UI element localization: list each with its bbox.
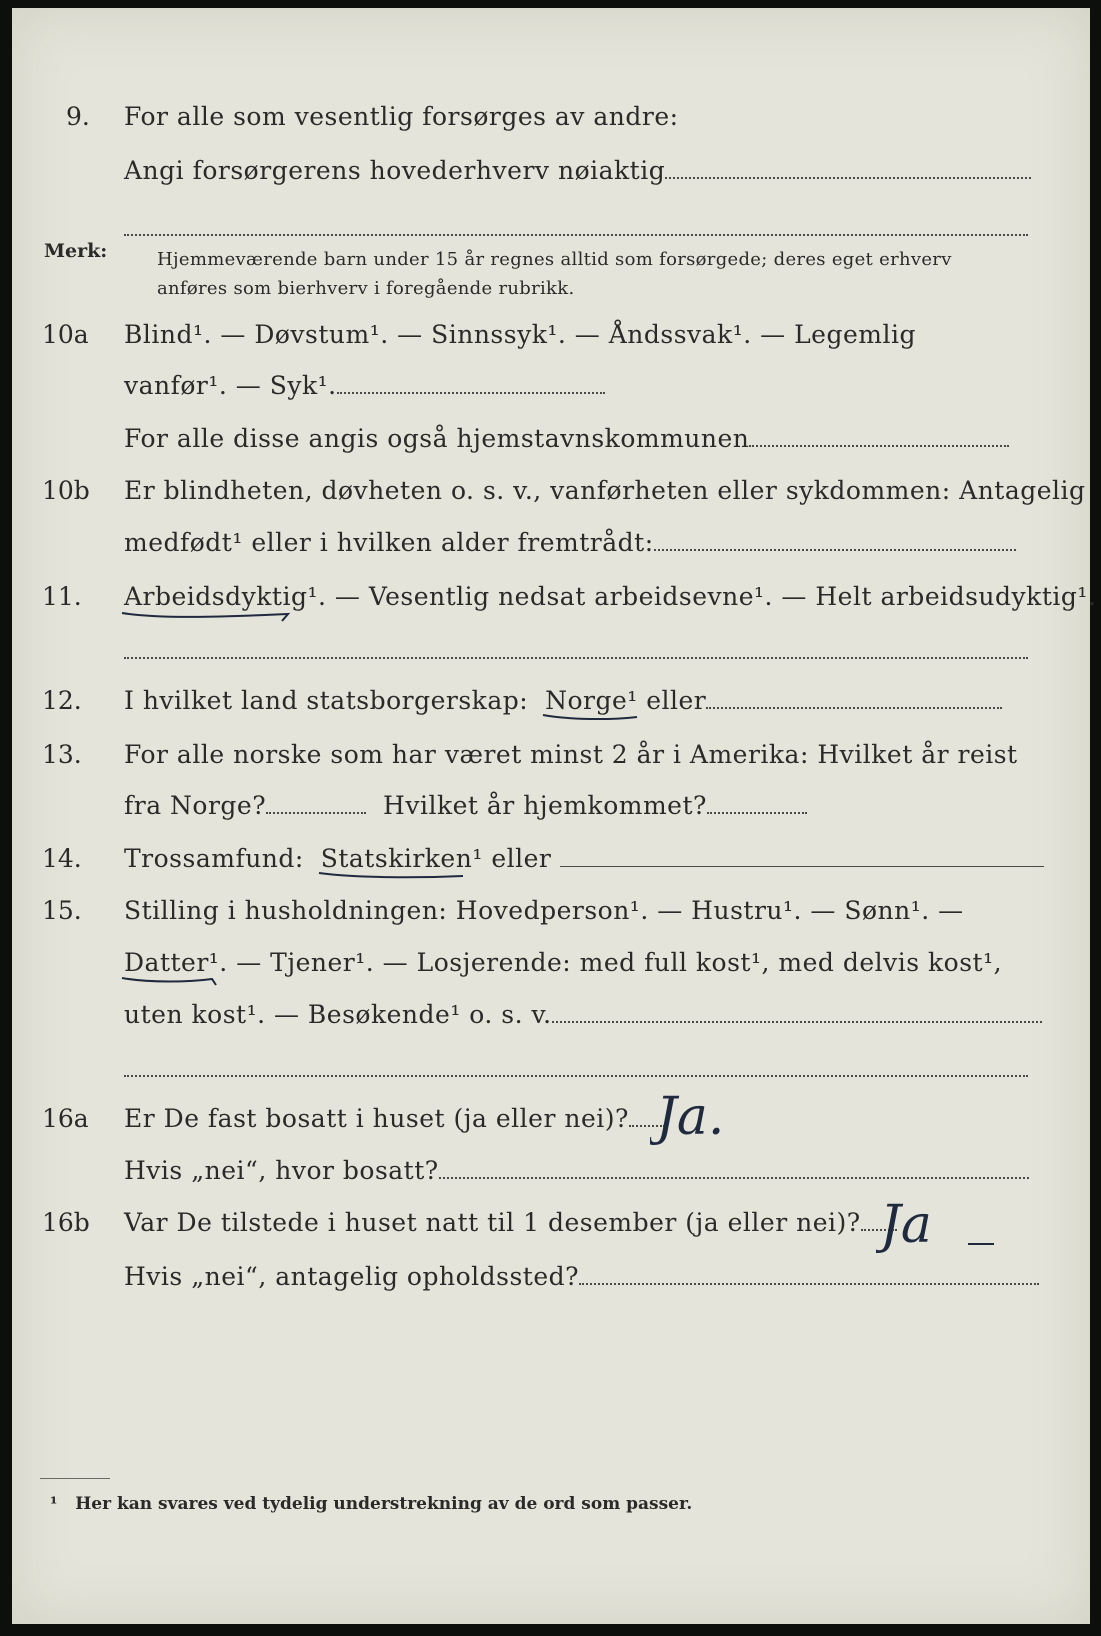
q12-pre: I hvilket land statsborgerskap: — [124, 686, 529, 715]
question-number-10b: 10b — [42, 476, 90, 505]
q15-answer-line[interactable] — [124, 1075, 1028, 1077]
footnote-mark: ¹ — [50, 1494, 58, 1514]
question-number-14: 14. — [42, 844, 82, 873]
q13-line2b: Hvilket år hjemkommet? — [383, 791, 707, 820]
q14-answer-field[interactable] — [560, 866, 1044, 867]
q16b-line2 — [124, 1262, 1039, 1291]
q12-line — [124, 686, 1002, 715]
q15-line2 — [124, 948, 1002, 977]
q10a-line1: Blind¹. — Døvstum¹. — Sinnssyk¹. — Åndssvak¹. — Legemlig — [124, 320, 916, 349]
q11-rest: ¹. — Vesentlig nedsat arbeidsevne¹. — Helt arbeidsudyktig¹. — [307, 582, 1097, 611]
question-number-9: 9. — [66, 102, 90, 131]
q10b-alder-field[interactable] — [654, 549, 1016, 551]
handwritten-answer-16a-text: Ja. — [656, 1090, 725, 1147]
merk-line2: anføres som bierhverv i foregående rubrikk. — [157, 278, 575, 299]
handwritten-answer-16b-text: Ja — [880, 1198, 932, 1255]
q9-answer-field[interactable] — [665, 177, 1031, 179]
q16a-line2-text: Hvis „nei“, hvor bosatt? — [124, 1156, 439, 1185]
q11-option-arbeidsdyktig[interactable] — [124, 582, 307, 611]
q15-option-datter-text: Datter¹. — [124, 948, 228, 977]
handwritten-underline — [120, 973, 220, 989]
q9-line2-text: Angi forsørgerens hovederhverv nøiaktig — [124, 156, 666, 185]
q10a-line2-text: vanfør¹. — Syk¹. — [124, 371, 337, 400]
q14-line — [124, 844, 1044, 873]
q13-line2a: fra Norge? — [124, 791, 267, 820]
q9-line1: For alle som vesentlig forsørges av andre: — [124, 102, 679, 131]
merk-label: Merk: — [44, 240, 108, 262]
q16b-opholdssted-field[interactable] — [579, 1283, 1039, 1285]
q13-reist-field[interactable] — [266, 812, 366, 814]
q9-answer-line-2[interactable] — [124, 234, 1028, 236]
q15-answer-field[interactable] — [552, 1021, 1042, 1023]
merk-line1: Hjemmeværende barn under 15 år regnes alltid som forsørgede; deres eget erhverv — [157, 249, 952, 270]
q10a-kommune-field[interactable] — [749, 445, 1009, 447]
q10a-syk-field[interactable] — [337, 392, 605, 394]
q16a-bosatt-field[interactable] — [439, 1177, 1029, 1179]
q10b-line1: Er blindheten, døvheten o. s. v., vanførheten eller sykdommen: Antagelig — [124, 476, 1086, 505]
q13-line1: For alle norske som har været minst 2 år i Amerika: Hvilket år reist — [124, 740, 1018, 769]
q14-option-statskirken[interactable] — [321, 844, 483, 873]
footnote-text: Her kan svares ved tydelig understrekning av de ord som passer. — [75, 1494, 693, 1514]
q12-answer-field[interactable] — [706, 707, 1002, 709]
q11-answer-line[interactable] — [124, 657, 1028, 659]
q16b-line2-text: Hvis „nei“, antagelig opholdssted? — [124, 1262, 580, 1291]
question-number-16a: 16a — [42, 1104, 89, 1133]
q9-line2 — [124, 156, 1031, 185]
handwritten-underline — [120, 607, 292, 623]
q12-post: eller — [646, 686, 707, 715]
q10a-line3-text: For alle disse angis også hjemstavnskommunen — [124, 424, 750, 453]
q13-hjemkommet-field[interactable] — [707, 812, 807, 814]
q14-option-statskirken-text: Statskirken¹ — [320, 844, 483, 873]
q16a-line1 — [124, 1104, 665, 1133]
q10a-line2 — [124, 371, 605, 400]
q14-post: eller — [491, 844, 552, 873]
q10b-line2 — [124, 528, 1016, 557]
q10a-line3 — [124, 424, 1009, 453]
question-number-15: 15. — [42, 896, 82, 925]
q15-option-datter[interactable] — [124, 948, 228, 977]
q11-option-arbeidsdyktig-text: Arbeidsdyktig — [124, 582, 308, 611]
handwritten-underline — [317, 869, 467, 885]
q10b-line2-text: medfødt¹ eller i hvilken alder fremtrådt: — [124, 528, 654, 557]
q15-line2-rest: — Tjener¹. — Losjerende: med full kost¹, med delvis kost¹, — [236, 948, 1003, 977]
q12-option-norge-text: Norge¹ — [545, 686, 638, 715]
q15-line1: Stilling i husholdningen: Hovedperson¹. — Hustru¹. — Sønn¹. — — [124, 896, 964, 925]
q14-pre: Trossamfund: — [124, 844, 304, 873]
question-number-13: 13. — [42, 740, 82, 769]
question-number-16b: 16b — [42, 1208, 90, 1237]
q13-line2 — [124, 791, 807, 820]
footnote-rule — [40, 1478, 110, 1479]
footnote — [50, 1494, 692, 1514]
question-number-11: 11. — [42, 582, 82, 611]
q15-line3 — [124, 1000, 1042, 1029]
q16b-line1-text: Var De tilstede i huset natt til 1 desember (ja eller nei)? — [124, 1208, 861, 1237]
q16a-line1-text: Er De fast bosatt i huset (ja eller nei)? — [124, 1104, 629, 1133]
question-number-12: 12. — [42, 686, 82, 715]
q15-line3-text: uten kost¹. — Besøkende¹ o. s. v. — [124, 1000, 552, 1029]
q12-option-norge[interactable] — [545, 686, 638, 715]
q16b-line1 — [124, 1208, 897, 1237]
handwritten-underline — [541, 711, 641, 727]
q16a-line2 — [124, 1156, 1029, 1185]
question-number-10a: 10a — [42, 320, 89, 349]
q11-line1 — [124, 582, 1096, 611]
